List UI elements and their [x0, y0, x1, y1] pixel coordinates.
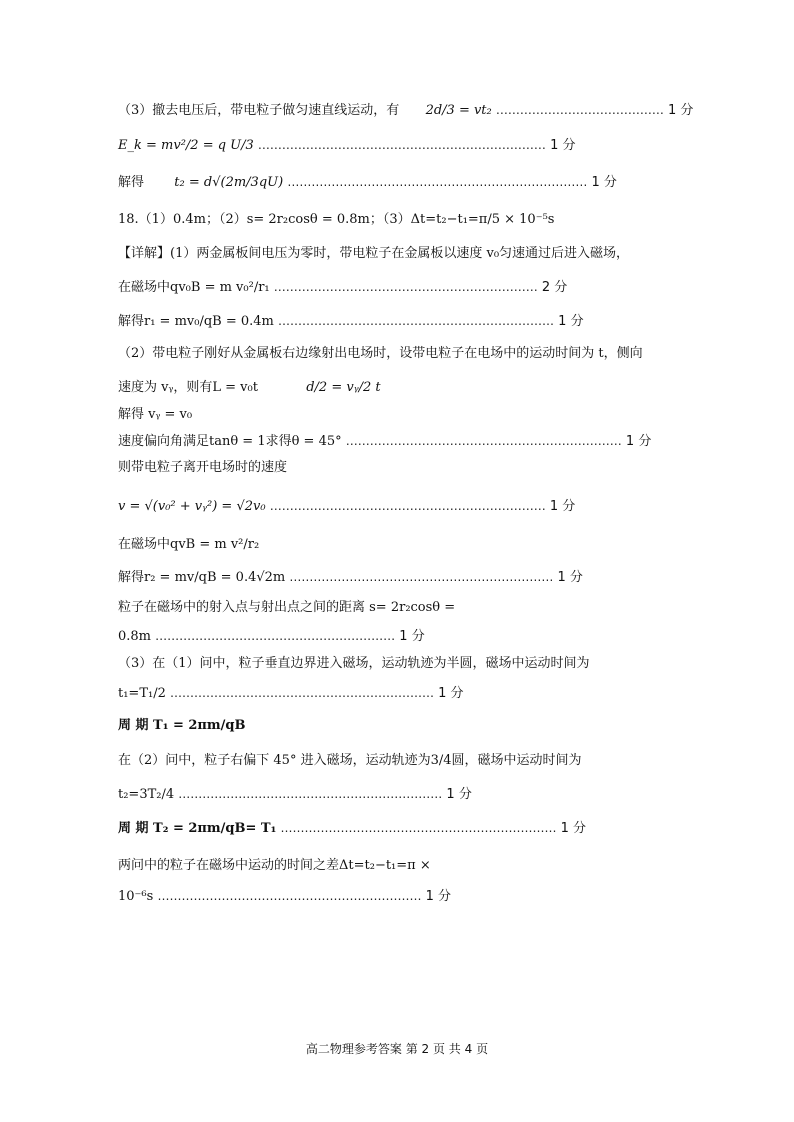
text: （3）撤去电压后，带电粒子做匀速直线运动，有 [118, 103, 400, 118]
score: 1 分 [560, 821, 586, 836]
score: 1 分 [438, 686, 464, 701]
line-magnetic-force-1 [118, 277, 567, 297]
score: 1 分 [591, 175, 617, 190]
page-footer: 高二物理参考答案 第 2 页 共 4 页 [305, 1042, 489, 1056]
score: 1 分 [549, 499, 576, 514]
line-r2-solution [118, 567, 583, 587]
dot-leader: ………………………………………………………… [289, 570, 554, 584]
question-18-answers [118, 210, 554, 230]
equation: t₂ = d√(2m/3qU) [174, 175, 284, 190]
dot-leader: …………………………………………………………… [278, 314, 555, 328]
dot-leader: …………………………………………………… [155, 629, 396, 643]
dot-leader: ………………………………………………………………… [287, 175, 588, 189]
line-angle [118, 431, 651, 451]
equation: v = √(v₀² + vᵧ²) = √2v₀ [118, 499, 266, 514]
score: 1 分 [399, 629, 425, 644]
text: 解得 [118, 175, 145, 190]
line-part2-intro [118, 344, 643, 364]
text: 【详解】(1）两金属板间电压为零时，带电粒子在金属板以速度 v₀匀速通过后进入磁场， [118, 246, 630, 261]
dot-leader: ………………………………………………………… [273, 280, 538, 294]
text: 速度偏向角满足tanθ = 1求得θ = 45° [118, 434, 342, 449]
text: 粒子在磁场中的射入点与射出点之间的距离 s= 2r₂cosθ = [118, 600, 456, 615]
line-t2 [118, 784, 472, 804]
score: 1 分 [446, 787, 472, 802]
text: （3）在（1）问中，粒子垂直边界进入磁场，运动轨迹为半圆，磁场中运动时间为 [118, 656, 590, 671]
line-part3-intro [118, 100, 693, 120]
score: 1 分 [558, 314, 584, 329]
line-period-t2 [118, 818, 586, 838]
text: 在磁场中qvB = m v²/r₂ [118, 537, 260, 552]
text: 两问中的粒子在磁场中运动的时间之差Δt=t₂−t₁=π × [118, 858, 431, 873]
text: 解得r₁ = mv₀/qB = 0.4m [118, 314, 274, 329]
score: 1 分 [550, 138, 576, 153]
line-r1-solution [118, 311, 584, 331]
text: （2）带电粒子刚好从金属板右边缘射出电场时，设带电粒子在电场中的运动时间为 t，侧向 [118, 346, 643, 361]
line-t2-solution [118, 172, 617, 192]
text: 速度为 vᵧ，则有L = v₀t [118, 380, 258, 395]
text: 在（2）问中，粒子右偏下 45° 进入磁场，运动轨迹为3/4圆，磁场中运动时间为 [118, 753, 582, 768]
line-magnetic-force-2 [118, 535, 259, 555]
text: 则带电粒子离开电场时的速度 [118, 460, 288, 475]
line-part3-q2 [118, 751, 582, 771]
text: 解得 vᵧ = v₀ [118, 407, 193, 422]
equation: 2d/3 = vt₂ [425, 103, 492, 118]
dot-leader: ………………………………………………………… [170, 686, 435, 700]
score: 1 分 [668, 103, 694, 118]
line-exit-velocity [118, 496, 575, 516]
dot-leader: …………………………………………………………… [345, 434, 622, 448]
line-velocity-components [118, 378, 381, 398]
text: 18.（1）0.4m；（2）s= 2r₂cosθ = 0.8m；（3）Δt=t₂−t₁=π/5 × 10⁻⁵s [118, 212, 555, 227]
line-vy-solution [118, 405, 192, 425]
line-t1 [118, 683, 464, 703]
line-time-difference-value [118, 886, 451, 906]
score: 1 分 [425, 889, 451, 904]
line-time-difference [118, 856, 431, 876]
equation: E_k = mv²/2 = q U/3 [118, 138, 254, 153]
dot-leader: …………………………………………………………… [269, 499, 546, 513]
line-distance-value [118, 626, 425, 646]
score: 2 分 [541, 280, 568, 295]
line-exit-velocity-intro [118, 458, 287, 478]
text: 在磁场中qv₀B = m v₀²/r₁ [118, 280, 270, 295]
text: t₁=T₁/2 [118, 686, 166, 701]
equation: d/2 = vᵧ/2 t [306, 380, 381, 395]
text: 周 期 T₂ = 2πm/qB= T₁ [118, 821, 277, 836]
line-part3-q1 [118, 654, 590, 674]
dot-leader: …………………………………… [495, 103, 664, 117]
text: t₂=3T₂/4 [118, 787, 175, 802]
text: 10⁻⁶s [118, 889, 154, 904]
text: 周 期 T₁ = 2πm/qB [118, 718, 246, 733]
text: 0.8m [118, 629, 152, 644]
line-ek-equation [118, 135, 575, 155]
line-period-t1 [118, 716, 246, 736]
line-detail-intro [118, 244, 629, 264]
dot-leader: …………………………………………………………… [280, 821, 557, 835]
line-distance [118, 598, 455, 618]
dot-leader: ………………………………………………………… [178, 787, 443, 801]
dot-leader: ……………………………………………………………… [257, 138, 546, 152]
dot-leader: ………………………………………………………… [157, 889, 422, 903]
score: 1 分 [625, 434, 652, 449]
score: 1 分 [557, 570, 583, 585]
text: 解得r₂ = mv/qB = 0.4√2m [118, 570, 286, 585]
